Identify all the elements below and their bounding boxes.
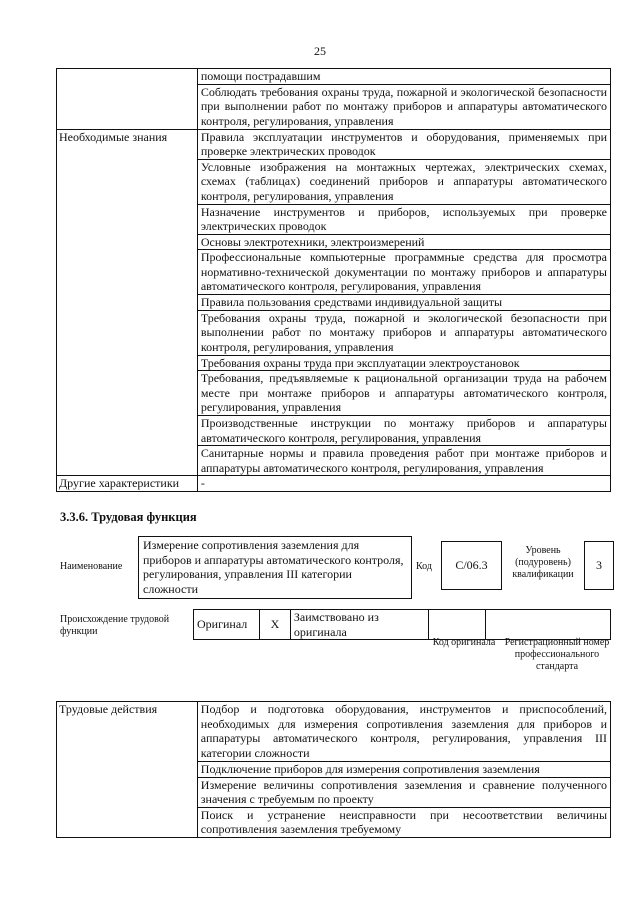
level-box: [584, 541, 614, 590]
origin-reg-cell: [486, 610, 611, 640]
origin-label: Происхождение трудовой функции: [60, 614, 170, 637]
actions-table: [56, 701, 611, 838]
original-label: Оригинал: [194, 610, 260, 640]
table-row: Профессиональные компьютерные программные средства для просмотра нормативно-технической документации по монтажу приборов и аппаратуры автоматического контроля, регулирования, управления: [197, 250, 610, 295]
reg-caption: Регистрационный номер профессионального стандарта: [504, 637, 610, 672]
knowledge-table: [56, 68, 611, 492]
table-row: помощи пострадавшим: [197, 69, 610, 85]
table-cell-empty: [57, 69, 198, 130]
level-value: 3: [596, 558, 602, 572]
code-box: [441, 541, 502, 590]
function-name-box: [138, 536, 412, 599]
origin-code-cell: [428, 610, 486, 640]
other-label: Другие характеристики: [57, 476, 198, 492]
table-row: Производственные инструкции по монтажу приборов и аппаратуры автоматического контроля, регулирования, управления: [197, 416, 610, 446]
code-value: C/06.3: [455, 558, 488, 572]
table-row: Соблюдать требования охраны труда, пожарной и экологической безопасности при выполнении работ по монтажу приборов и аппаратуры автоматического контроля, регулирования, управления: [197, 84, 610, 129]
knowledge-label: Необходимые знания: [57, 129, 198, 476]
section-title: 3.3.6. Трудовая функция: [60, 510, 197, 524]
table-row: Подбор и подготовка оборудования, инструментов и приспособлений, необходимых для измерения сопротивления заземления для приборов и аппаратуры автоматического контроля, регулирования, управления III категории сложности: [197, 702, 610, 762]
page-number: 25: [314, 44, 326, 58]
other-value: -: [197, 476, 610, 492]
table-row: Требования, предъявляемые к рациональной организации труда на рабочем месте при монтаже приборов и аппаратуры автоматического контроля, регулирования, управления: [197, 371, 610, 416]
table-row: Условные изображения на монтажных чертежах, электрических схемах, схемах (таблицах) соединений приборов и аппаратуры автоматического контроля, регулирования, управления: [197, 159, 610, 204]
table-row: Санитарные нормы и правила проведения работ при монтаже приборов и аппаратуры автоматического контроля, регулирования, управления: [197, 446, 610, 476]
table-row: Требования охраны труда, пожарной и экологической безопасности при выполнении работ по монтажу приборов и аппаратуры автоматического контроля, регулирования, управления: [197, 310, 610, 355]
level-label: Уровень (подуровень) квалификации: [512, 545, 574, 580]
code-label: Код: [416, 561, 432, 572]
function-name: Измерение сопротивления заземления для приборов и аппаратуры автоматического контроля, регулирования, управления III категории сложности: [143, 538, 404, 596]
table-row: Измерение величины сопротивления заземления и сравнение полученного значения с требуемым по проекту: [197, 777, 610, 807]
table-row: Правила эксплуатации инструментов и оборудования, применяемых при проверке электрических проводок: [197, 129, 610, 159]
table-row: Требования охраны труда при эксплуатации электроустановок: [197, 355, 610, 371]
actions-label: Трудовые действия: [57, 702, 198, 838]
name-label: Наименование: [60, 561, 123, 572]
code-caption: Код оригинала: [432, 637, 496, 648]
table-row: Основы электротехники, электроизмерений: [197, 234, 610, 250]
origin-table: [193, 609, 611, 640]
table-row: Подключение приборов для измерения сопротивления заземления: [197, 762, 610, 778]
original-mark: X: [259, 610, 290, 640]
borrowed-label: Заимствовано из оригинала: [290, 610, 428, 640]
table-row: Поиск и устранение неисправности при несоответствии величины сопротивления заземления требуемому: [197, 807, 610, 837]
table-row: Назначение инструментов и приборов, используемых при проверке электрических проводок: [197, 204, 610, 234]
table-row: Правила пользования средствами индивидуальной защиты: [197, 295, 610, 311]
